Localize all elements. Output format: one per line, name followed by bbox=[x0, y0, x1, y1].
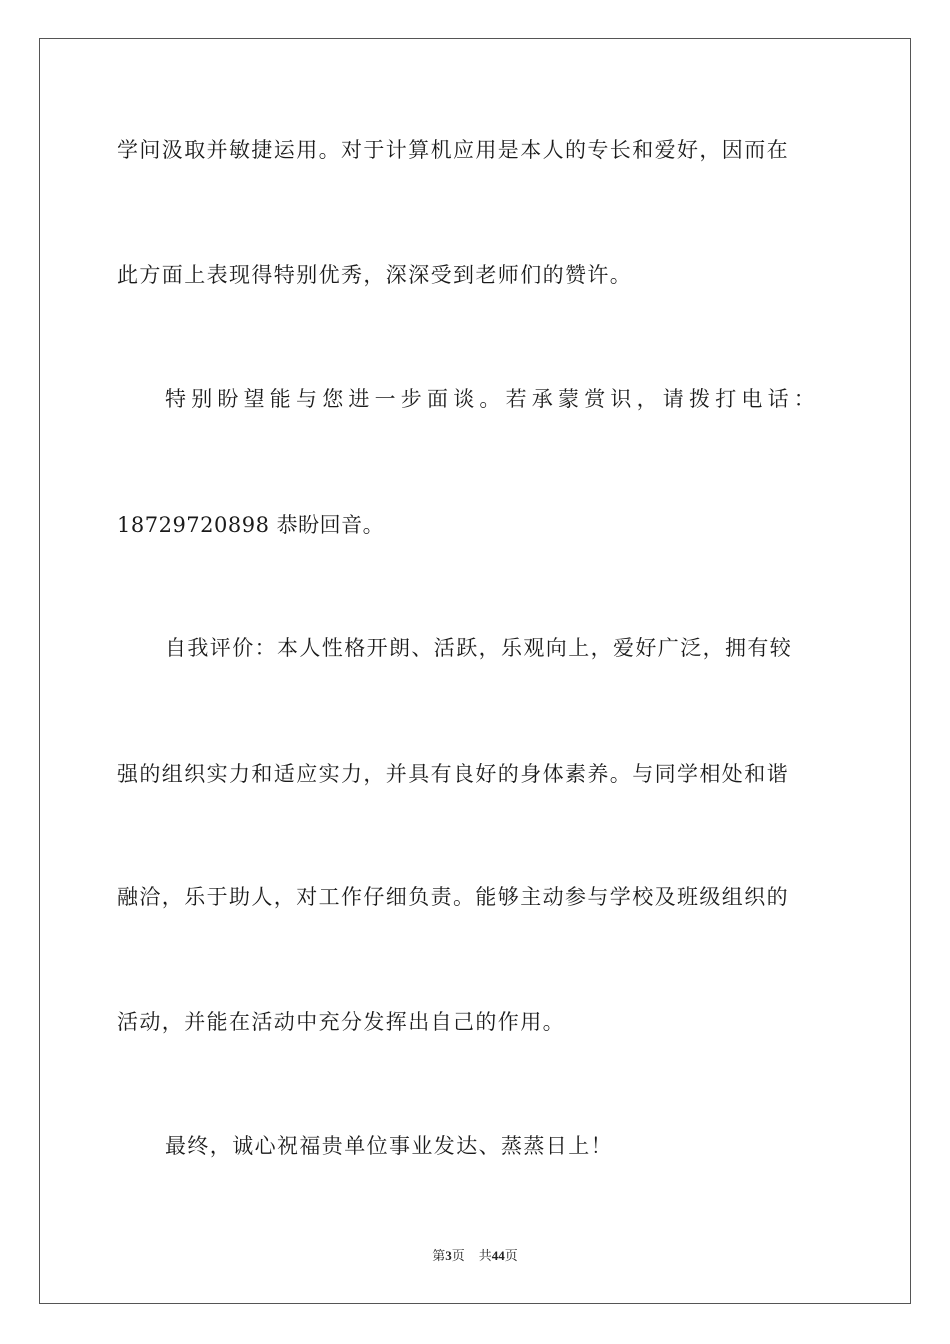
text-line: 此方面上表现得特别优秀，深深受到老师们的赞许。 bbox=[117, 263, 633, 287]
text-line: 强的组织实力和适应实力，并具有良好的身体素养。与同学相处和谐 bbox=[117, 762, 789, 786]
total-prefix: 共 bbox=[478, 1248, 492, 1263]
text-line: 学问汲取并敏捷运用。对于计算机应用是本人的专长和爱好，因而在 bbox=[117, 138, 789, 162]
total-suffix: 页 bbox=[504, 1248, 518, 1263]
text-line: 活动，并能在活动中充分发挥出自己的作用。 bbox=[117, 1010, 565, 1034]
text-line: 最终，诚心祝福贵单位事业发达、蒸蒸日上！ bbox=[165, 1134, 613, 1158]
page-suffix: 页 bbox=[451, 1248, 465, 1263]
text-line: 融洽，乐于助人，对工作仔细负责。能够主动参与学校及班级组织的 bbox=[117, 885, 789, 909]
page-number: 3 bbox=[445, 1248, 452, 1263]
text-line: 自我评价：本人性格开朗、活跃，乐观向上，爱好广泛，拥有较 bbox=[165, 636, 793, 660]
page-prefix: 第 bbox=[432, 1248, 446, 1263]
text-line: 18729720898 恭盼回音。 bbox=[117, 513, 385, 537]
page-footer bbox=[0, 1248, 950, 1264]
text-line: 特别盼望能与您进一步面谈。若承蒙赏识，请拨打电话： bbox=[165, 387, 820, 411]
total-pages: 44 bbox=[491, 1248, 505, 1263]
page-frame bbox=[39, 38, 911, 1304]
